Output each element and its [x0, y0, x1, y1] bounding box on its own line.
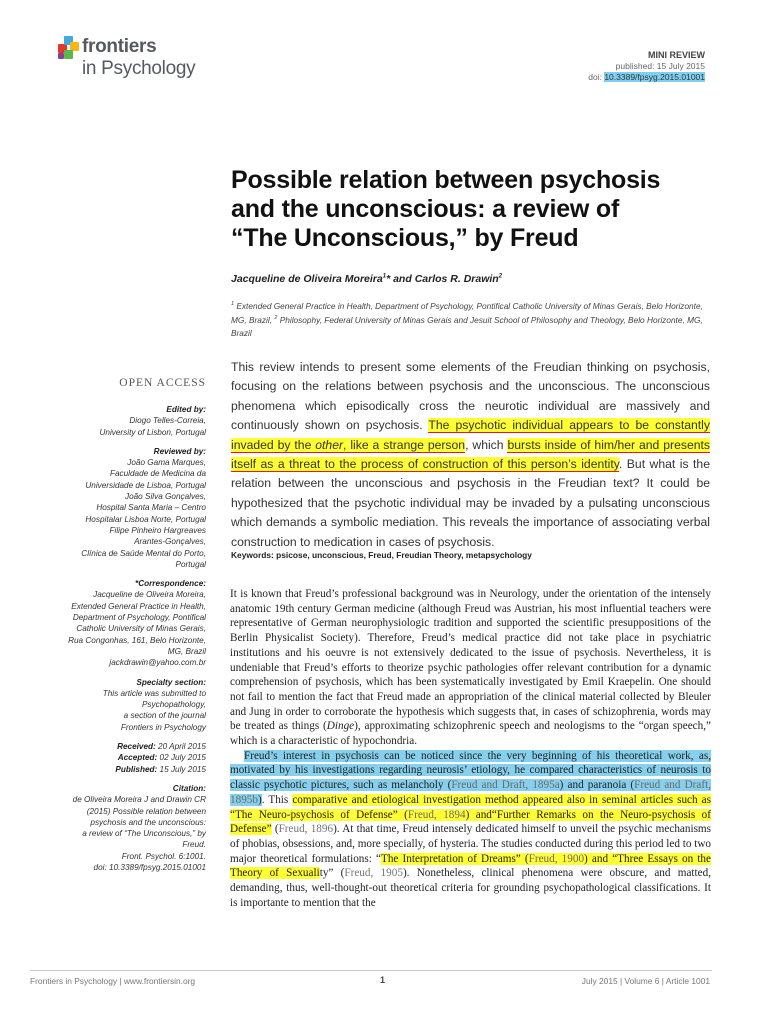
- abstract-highlight-text: The psychotic individual appears to be constantly invaded by the: [231, 418, 710, 452]
- affil-text: Philosophy, Federal University of Minas Gerais and Jesuit School of Philosophy and Theology, Belo Horizonte, MG, Brazil: [231, 315, 703, 338]
- author-list: [231, 273, 502, 285]
- citation-link[interactable]: Freud, 1894: [407, 808, 466, 821]
- corresponding-star: *: [386, 273, 391, 285]
- citation-line: de Oliveira Moreira J and Drawin CR: [72, 795, 206, 805]
- reviewer-line: João Gama Marques,: [127, 458, 206, 468]
- journal-logo: [58, 34, 238, 84]
- doi-link[interactable]: 10.3389/fpsyg.2015.01001: [604, 72, 705, 82]
- author-affil-sup: 1: [382, 273, 387, 280]
- reviewer-line: João Silva Gonçalves,: [124, 492, 206, 502]
- received-date: [30, 741, 206, 752]
- correspondence-line: Jacqueline de Oliveira Moreira,: [93, 590, 206, 600]
- article-title: [231, 166, 731, 253]
- highlight-blue: ): [257, 793, 262, 806]
- doi-label: doi:: [588, 72, 605, 82]
- citation-link[interactable]: Freud, 1896: [278, 823, 334, 836]
- received-value: 20 April 2015: [155, 742, 206, 752]
- citation-link[interactable]: Freud, 1900: [528, 852, 585, 865]
- citation-line: Freud.: [182, 840, 206, 850]
- published-date-sidebar: [30, 764, 206, 775]
- edited-by-label: Edited by:: [166, 405, 206, 414]
- highlight-yellow: bursts inside of him/her and presents itself as a threat to the process of construction of this person’s identity: [231, 437, 710, 472]
- citation-line: (2015) Possible relation between: [86, 806, 206, 816]
- footer-issue: July 2015 | Volume 6 | Article 1001: [581, 976, 710, 986]
- body-text: ), approximating schizophrenic speech and neologisms to the “organ speech,” which is a characteristic of hypochondria.: [230, 720, 711, 748]
- author-affil-sup: 2: [498, 273, 503, 280]
- abstract-highlight-text: , like a strange person: [343, 437, 466, 452]
- citation-line: psychosis and the unconscious:: [90, 817, 206, 827]
- citation-line: Front. Psychol. 6:1001.: [121, 851, 206, 861]
- specialty-line: Frontiers in Psychology: [120, 722, 206, 732]
- reviewer-line: Portugal: [175, 559, 206, 569]
- editor-name: Diogo Telles-Correia,: [129, 416, 206, 426]
- reviewer-line: Hospitalar Lisboa Norte, Portugal: [85, 514, 206, 524]
- correspondence-email[interactable]: jackdrawin@yahoo.com.br: [109, 658, 206, 668]
- specialty-section-label: Specialty section:: [136, 677, 206, 687]
- affil-sup: 2: [274, 315, 278, 322]
- highlight-yellow: ) and“Further Remarks on the Neuro-psychosis of Defense”: [230, 808, 712, 836]
- open-access-label: OPEN ACCESS: [119, 377, 206, 389]
- body-italic-dinge: Dinge: [326, 720, 355, 733]
- body-text: ). At that time, Freud intensely dedicated himself to unveil the psychic mechanisms of phobias, obsessions, and, more specially, of hysteria. The studies conducted during this period led to two major theoretical formulations: “: [230, 823, 711, 865]
- accepted-label: Accepted:: [117, 753, 158, 763]
- article-meta: [588, 50, 705, 83]
- title-line: and the unconscious: a review of: [231, 195, 620, 223]
- specialty-line: a section of the journal: [123, 711, 206, 721]
- reviewer-line: Filipe Pinheiro Hargreaves: [109, 525, 206, 535]
- citation-doi[interactable]: doi: 10.3389/fpsyg.2015.01001: [93, 862, 206, 872]
- correspondence-line: Rua Congonhas, 161, Belo Horizonte,: [68, 635, 206, 645]
- body-text: ty” (: [319, 867, 345, 880]
- abstract-italic-other: other: [315, 437, 344, 452]
- correspondence-label: *Correspondence:: [135, 579, 206, 589]
- reviewer-line: Hospital Santa Maria – Centro: [96, 503, 206, 513]
- citation-link[interactable]: Freud, 1905: [344, 867, 403, 880]
- footer-divider: [30, 970, 712, 971]
- article-type: MINI REVIEW: [647, 50, 705, 60]
- frontiers-logo-icon: [58, 36, 80, 62]
- correspondence-line: Department of Psychology, Pontifical: [72, 613, 206, 623]
- affil-sup: 1: [231, 301, 235, 307]
- title-line: Possible relation between psychosis: [231, 166, 661, 194]
- accepted-value: 02 July 2015: [157, 753, 206, 763]
- published-label: Published:: [115, 764, 158, 774]
- body-paragraph: [230, 749, 711, 911]
- published-date: published: 15 July 2015: [615, 61, 705, 71]
- body-paragraph: [230, 587, 711, 749]
- citation-link[interactable]: Freud and Draft, 1895b: [230, 779, 712, 806]
- page-number: 1: [380, 975, 386, 985]
- citation-label: Citation:: [172, 783, 206, 793]
- correspondence-line: Extended General Practice in Health,: [71, 601, 206, 611]
- author-name[interactable]: Jacqueline de Oliveira Moreira: [231, 273, 383, 285]
- affiliations: [231, 298, 711, 339]
- specialty-line: Psychopathology,: [141, 700, 206, 710]
- body-text: It is known that Freud’s professional background was in Neurology, under the orientation of the intensely anatomic 19th century German medicine (although Freud was Austrian, his most influential teachers were representative of German neurophysiologic tradition and supported the scientific presuppositions of the Berlin Physicalist Society). Therefore, Freud’s medical practice did not take place in psychiatric institutions and his oeuvre is not extensively dedicated to the issue of psychosis. Nevertheless, it is undeniable that Freud’s efforts to theorize psychic pathologies offer relevant contribution for a dynamic comprehension of psychosis, which has been systematically investigated by Emil Kraepelin. One should not fail to mention the fact that Freud made an appropriation of the clinical material collected by Bleuler and Jung in order to corroborate the hypothesis which suggests that, in cases of schizophrenia, words may be treated as things (: [230, 588, 711, 733]
- body-text: . This: [261, 793, 293, 806]
- footer-journal[interactable]: Frontiers in Psychology | www.frontiersin.org: [30, 976, 196, 986]
- correspondence-line: MG, Brazil: [167, 646, 206, 656]
- keywords: [231, 550, 711, 560]
- doi: [588, 72, 705, 83]
- citation-link[interactable]: Freud and Draft, 1895a: [451, 779, 560, 792]
- keywords-list: psicose, unconscious, Freud, Freudian Theory, metapsychology: [276, 550, 532, 560]
- body-text: ). Nonetheless, clinical phenomena were obscure, and matted, demanding, thus, well-thought-out theoretical criteria for grounding psychopathological classifications. It is importante to mention that the: [230, 867, 711, 909]
- highlight-yellow: The Interpretation of Dreams” (: [380, 852, 529, 865]
- author-name[interactable]: Carlos R. Drawin: [414, 273, 499, 285]
- specialty-line: This article was submitted to: [102, 688, 206, 698]
- keywords-label: Keywords:: [231, 550, 277, 560]
- reviewer-line: Clínica de Saúde Mental do Porto,: [81, 548, 206, 558]
- accepted-date: [30, 752, 206, 763]
- citation-line: a review of “The Unconscious,” by: [82, 829, 206, 839]
- reviewer-line: Faculdade de Medicina da: [109, 469, 206, 479]
- abstract-text: This review intends to present some elements of the Freudian thinking on psychosis, focusing on the relations between psychosis and the unconscious. The unconscious phenomena which episodically cross the neurotic individual are massively and continuously shown on psychosis.: [231, 360, 710, 433]
- article-body: [230, 587, 711, 910]
- abstract: [231, 358, 710, 552]
- affil-text: Extended General Practice in Health, Department of Psychology, Pontifical Catholic University of Minas Gerais, Belo Horizonte, MG, Brazil,: [231, 300, 703, 326]
- reviewer-line: Arantes-Gonçalves,: [134, 537, 206, 547]
- logo-text-journal: in Psychology: [82, 58, 196, 79]
- highlight-yellow: comparative and etiological investigation method appeared also in seminal articles such as “The Neuro-psychosis of Defense” (: [230, 793, 712, 821]
- author-separator: and: [390, 273, 415, 285]
- abstract-text: , which: [465, 437, 508, 452]
- reviewed-by-label: Reviewed by:: [153, 446, 206, 456]
- highlight-blue: ) and paranoia (: [559, 779, 635, 792]
- reviewer-line: Universidade de Lisboa, Portugal: [85, 480, 206, 490]
- highlight-blue: Freud’s interest in psychosis can be noticed since the very beginning of his theoretical work, as, motivated by his investigations regarding neurosis’ etiology, he compared characteristics of neurosis to classic psychotic pictures, such as melancholy (: [230, 749, 711, 792]
- title-line: “The Unconscious,” by Freud: [231, 224, 579, 252]
- correspondence-line: Catholic University of Minas Gerais,: [76, 624, 206, 634]
- abstract-text: . But what is the relation between the unconscious and psychosis in the Freudian text? It could be hypothesized that the psychotic individual may be invaded by a pulsating unconscious which demands a symbolic mediation. This reveals the importance of associating verbal construction to medication in cases of psychosis.: [231, 457, 710, 549]
- highlight-yellow: ) and “Three Essays on the Theory of Sexuali: [230, 852, 711, 880]
- logo-text-frontiers: frontiers: [82, 36, 157, 57]
- body-text: (: [271, 823, 279, 836]
- editor-affiliation: University of Lisbon, Portugal: [99, 427, 206, 437]
- received-label: Received:: [117, 742, 156, 752]
- published-value: 15 July 2015: [157, 764, 206, 774]
- article-sidebar: [30, 404, 206, 873]
